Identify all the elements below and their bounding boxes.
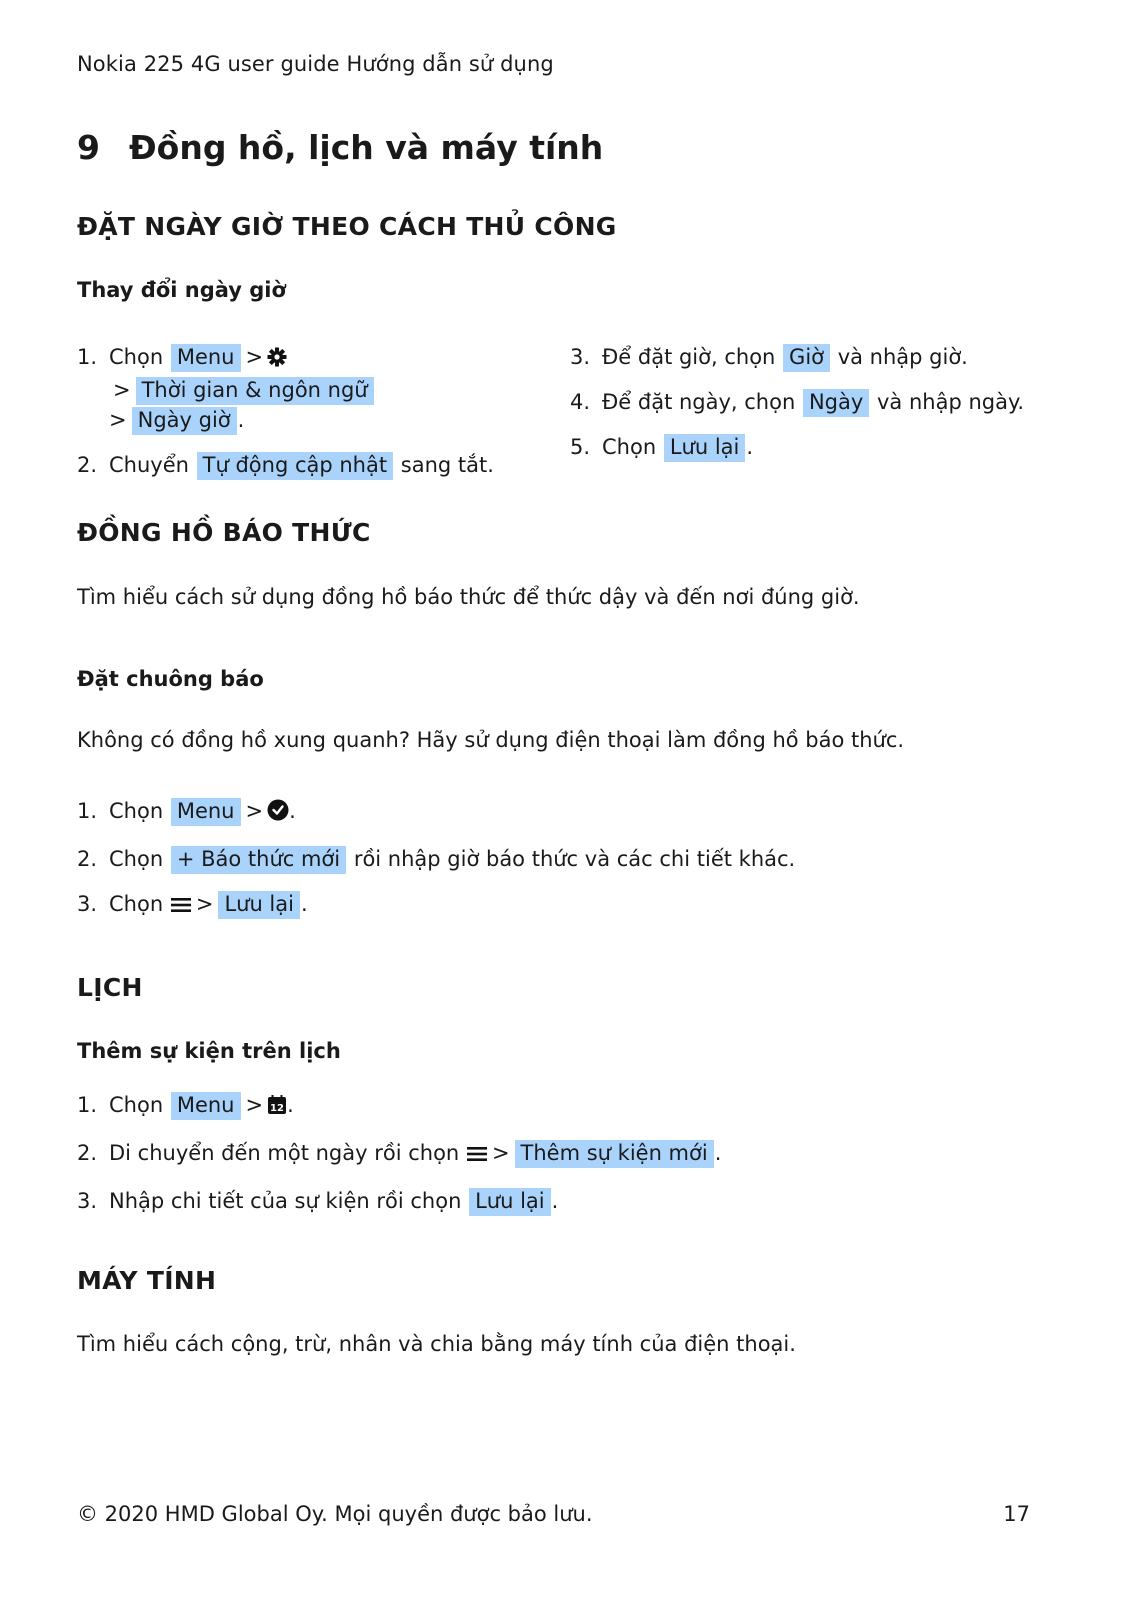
- new-alarm-ui-label: + Báo thức mới: [171, 846, 346, 874]
- heading-calculator: MÁY TÍNH: [77, 1266, 217, 1295]
- options-menu-icon: [170, 892, 192, 922]
- options-menu-icon: [466, 1141, 488, 1171]
- alarm-intro: Tìm hiểu cách sử dụng đồng hồ báo thức để thức dậy và đến nơi đúng giờ.: [77, 585, 860, 609]
- calendar-steps: [77, 1090, 1077, 1231]
- heading-datetime: ĐẶT NGÀY GIỜ THEO CÁCH THỦ CÔNG: [77, 212, 617, 241]
- list-item: 1. Chọn Menu > 12 .: [77, 1090, 1077, 1123]
- datetime-steps-left: [77, 342, 547, 495]
- list-item: 1. Chọn Menu > .: [77, 796, 1077, 829]
- list-item: 2. Chuyển Tự động cập nhật sang tắt.: [77, 450, 547, 480]
- calendar-icon: [267, 1093, 287, 1123]
- list-item: 2. Chọn + Báo thức mới rồi nhập giờ báo thức và các chi tiết khác.: [77, 844, 1077, 874]
- running-header: Nokia 225 4G user guide Hướng dẫn sử dụng: [77, 52, 554, 76]
- list-item: 3. Để đặt giờ, chọn Giờ và nhập giờ.: [570, 342, 1050, 372]
- list-item: 4. Để đặt ngày, chọn Ngày và nhập ngày.: [570, 387, 1050, 417]
- chapter-title-text: Đồng hồ, lịch và máy tính: [129, 128, 604, 167]
- subheading-set-alarm: Đặt chuông báo: [77, 667, 264, 691]
- page-number: 17: [1003, 1502, 1030, 1526]
- new-event-ui-label: Thêm sự kiện mới: [515, 1140, 714, 1168]
- list-item: 3. Nhập chi tiết của sự kiện rồi chọn Lưu lại .: [77, 1186, 1077, 1216]
- heading-alarm: ĐỒNG HỒ BÁO THỨC: [77, 518, 371, 547]
- svg-text:12: 12: [270, 1103, 285, 1114]
- chapter-title: [77, 128, 603, 167]
- alarm-clock-icon: [267, 799, 289, 829]
- subheading-add-event: Thêm sự kiện trên lịch: [77, 1039, 341, 1063]
- chapter-number: 9: [77, 128, 100, 167]
- hour-ui-label: Giờ: [783, 344, 830, 372]
- subheading-change-datetime: Thay đổi ngày giờ: [77, 278, 286, 302]
- alarm-steps: [77, 796, 1077, 937]
- list-item: 5. Chọn Lưu lại .: [570, 432, 1050, 462]
- footer-copyright: © 2020 HMD Global Oy. Mọi quyền được bảo lưu.: [77, 1502, 593, 1526]
- save-ui-label: Lưu lại: [664, 434, 746, 462]
- alarm-lead: Không có đồng hồ xung quanh? Hãy sử dụng điện thoại làm đồng hồ báo thức.: [77, 728, 905, 752]
- calculator-intro: Tìm hiểu cách cộng, trừ, nhân và chia bằng máy tính của điện thoại.: [77, 1332, 796, 1356]
- save-ui-label: Lưu lại: [469, 1188, 551, 1216]
- settings-gear-icon: [267, 345, 287, 375]
- datetime-steps-right: [570, 342, 1050, 477]
- list-item: 1. Chọn Menu >> Thời gian & ngôn ngữ > Ngày giờ .: [77, 342, 547, 435]
- save-ui-label: Lưu lại: [218, 891, 300, 919]
- date-time-ui-label: Ngày giờ: [132, 407, 237, 435]
- time-language-ui-label: Thời gian & ngôn ngữ: [136, 377, 374, 405]
- list-item: 2. Di chuyển đến một ngày rồi chọn > Thêm sự kiện mới .: [77, 1138, 1077, 1171]
- menu-ui-label: Menu: [171, 1092, 241, 1120]
- date-ui-label: Ngày: [803, 389, 869, 417]
- auto-update-ui-label: Tự động cập nhật: [197, 452, 393, 480]
- menu-ui-label: Menu: [171, 798, 241, 826]
- heading-calendar: LỊCH: [77, 973, 143, 1002]
- menu-ui-label: Menu: [171, 344, 241, 372]
- list-item: 3. Chọn > Lưu lại .: [77, 889, 1077, 922]
